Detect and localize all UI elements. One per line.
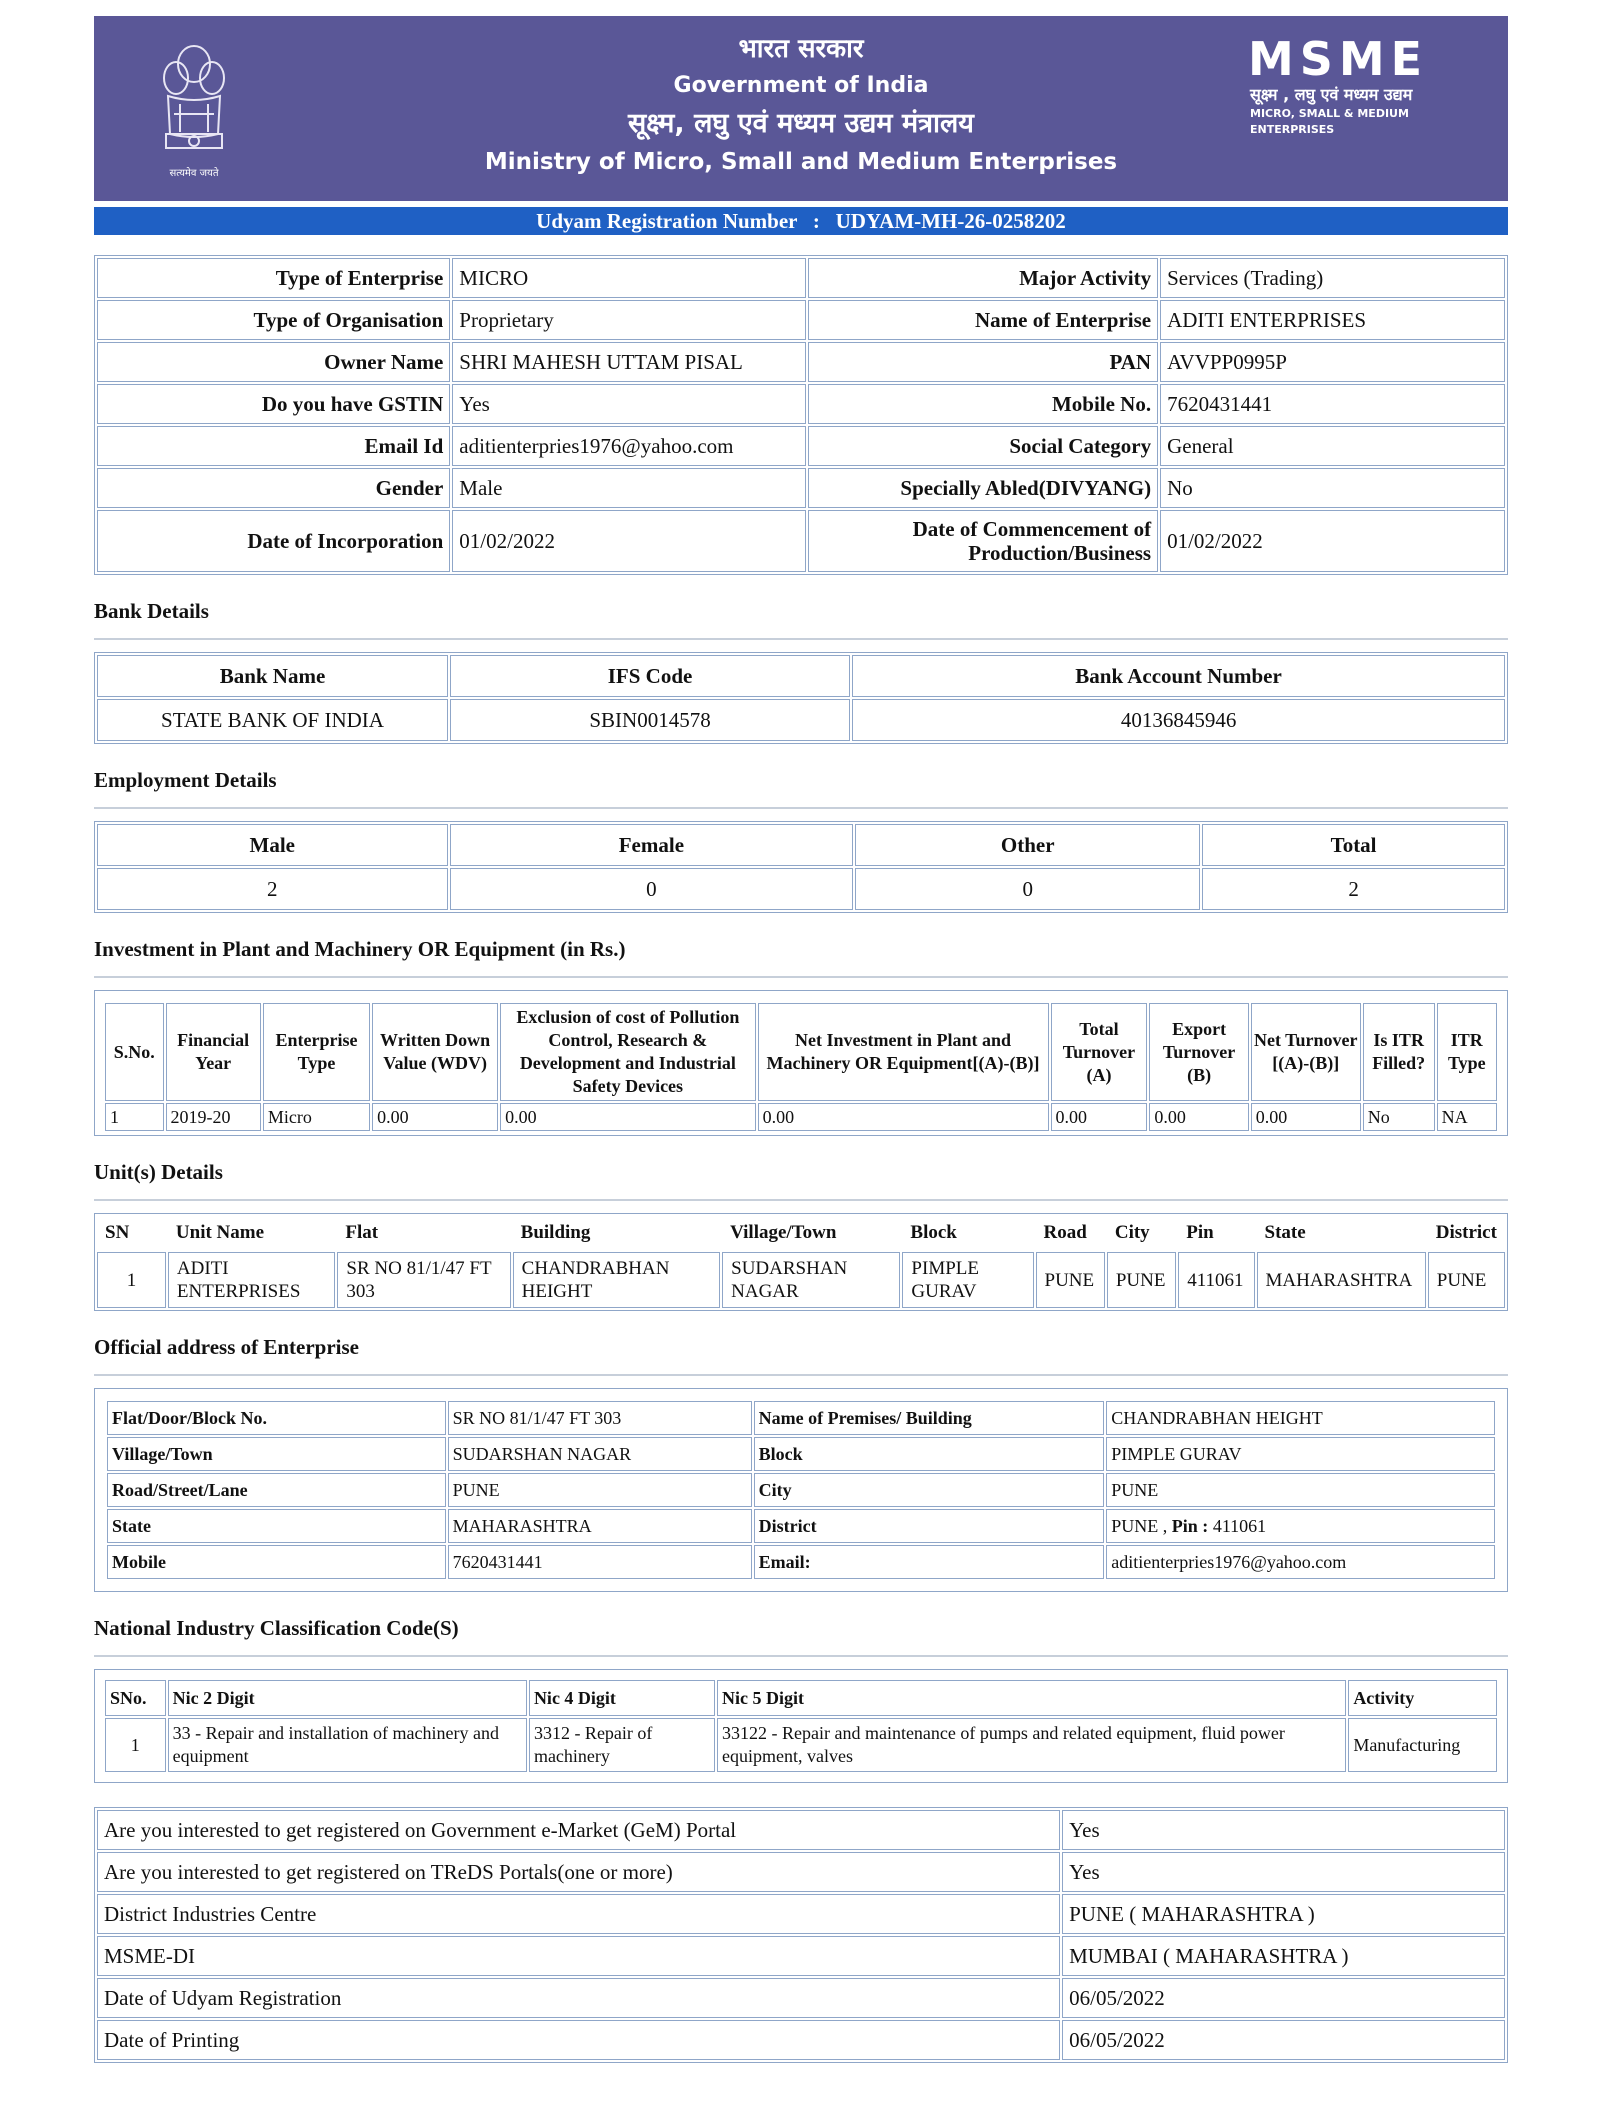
field-value: Yes <box>1062 1810 1505 1850</box>
field-label: State <box>107 1509 446 1543</box>
investment-title: Investment in Plant and Machinery OR Equipment (in Rs.) <box>94 937 1508 978</box>
certificate-page <box>94 16 1508 2063</box>
table-cell: Micro <box>263 1103 370 1131</box>
column-header: Financial Year <box>166 1003 261 1101</box>
registration-number: UDYAM-MH-26-0258202 <box>835 209 1066 233</box>
registration-label: Udyam Registration Number <box>536 209 798 233</box>
field-label: Date of Printing <box>97 2020 1060 2060</box>
column-header: Block <box>910 1222 957 1243</box>
field-value: PUNE <box>448 1473 752 1507</box>
column-header: Road <box>1043 1222 1087 1243</box>
official-address-title: Official address of Enterprise <box>94 1335 1508 1376</box>
field-value: SR NO 81/1/47 FT 303 <box>448 1401 752 1435</box>
column-header: Is ITR Filled? <box>1363 1003 1435 1101</box>
nic-title: National Industry Classification Code(S) <box>94 1616 1508 1657</box>
field-value: aditienterpries1976@yahoo.com <box>1106 1545 1495 1579</box>
column-header: SNo. <box>105 1680 166 1716</box>
column-header: Nic 4 Digit <box>529 1680 715 1716</box>
table-cell: SBIN0014578 <box>450 699 850 741</box>
field-label-line: Production/Business <box>968 541 1152 565</box>
table-cell: PUNE <box>1428 1252 1505 1308</box>
field-value: No <box>1160 468 1505 508</box>
field-value: Yes <box>1062 1852 1505 1892</box>
table-cell: 33 - Repair and installation of machinery and equipment <box>168 1718 527 1772</box>
table-row <box>97 2020 1505 2060</box>
table-row <box>97 1852 1505 1892</box>
column-header: Nic 5 Digit <box>717 1680 1346 1716</box>
table-cell: ADITI ENTERPRISES <box>168 1252 336 1308</box>
field-value: PUNE ( MAHARASHTRA ) <box>1062 1894 1505 1934</box>
table-row <box>97 300 1505 340</box>
field-label: Email Id <box>97 426 450 466</box>
table-row <box>97 384 1505 424</box>
table-cell: 0.00 <box>372 1103 498 1131</box>
field-label: Type of Organisation <box>97 300 450 340</box>
field-value: Services (Trading) <box>1160 258 1505 298</box>
field-value: 01/02/2022 <box>452 510 805 572</box>
field-value: 06/05/2022 <box>1062 1978 1505 2018</box>
table-row <box>97 468 1505 508</box>
msme-hindi-tagline: सूक्ष्म , लघु एवं मध्यम उद्यम <box>1250 85 1413 104</box>
field-value: 7620431441 <box>448 1545 752 1579</box>
table-cell: PUNE <box>1107 1252 1176 1308</box>
table-cell: 0.00 <box>1149 1103 1248 1131</box>
table-row <box>105 1718 1497 1772</box>
bank-details-title: Bank Details <box>94 599 1508 640</box>
official-address-table <box>94 1388 1508 1592</box>
table-row <box>97 868 1505 910</box>
table-row <box>107 1473 1495 1507</box>
field-value: AVVPP0995P <box>1160 342 1505 382</box>
header-banner <box>94 16 1508 201</box>
table-header-row <box>105 1003 1497 1101</box>
msme-english-tagline: MICRO, SMALL & MEDIUM ENTERPRISES <box>1250 107 1409 136</box>
table-row <box>97 699 1505 741</box>
table-row <box>97 1978 1505 2018</box>
table-cell: NA <box>1437 1103 1497 1131</box>
emblem-motto: सत्यमेव जयते <box>169 168 219 179</box>
field-value: General <box>1160 426 1505 466</box>
column-header: Building <box>520 1222 591 1243</box>
table-row <box>97 1252 1505 1308</box>
field-label: District Industries Centre <box>97 1894 1060 1934</box>
table-cell: No <box>1363 1103 1435 1131</box>
hindi-government-title: भारत सरकार <box>738 34 864 64</box>
column-header: SN <box>105 1222 130 1243</box>
field-label: Are you interested to get registered on Government e-Market (GeM) Portal <box>97 1810 1060 1850</box>
table-row <box>97 342 1505 382</box>
column-header: District <box>1435 1222 1497 1243</box>
table-cell: 1 <box>105 1718 166 1772</box>
field-value: Male <box>452 468 805 508</box>
field-value: Proprietary <box>452 300 805 340</box>
field-label: Block <box>754 1437 1105 1471</box>
column-header: Unit Name <box>175 1222 265 1243</box>
table-cell: 1 <box>97 1252 166 1308</box>
district-value: PUNE , <box>1111 1515 1168 1536</box>
table-cell: 0.00 <box>500 1103 755 1131</box>
field-label: MSME-DI <box>97 1936 1060 1976</box>
column-header: ITR Type <box>1437 1003 1497 1101</box>
enterprise-details-table <box>94 255 1508 575</box>
field-label-line: Date of Commencement of <box>912 517 1152 541</box>
table-cell: Manufacturing <box>1348 1718 1497 1772</box>
table-cell: SR NO 81/1/47 FT 303 <box>337 1252 510 1308</box>
field-label: Specially Abled(DIVYANG) <box>808 468 1159 508</box>
field-label: PAN <box>808 342 1159 382</box>
field-value: SHRI MAHESH UTTAM PISAL <box>452 342 805 382</box>
bank-details-table <box>94 652 1508 744</box>
english-government-title: Government of India <box>673 73 929 98</box>
field-value: Yes <box>452 384 805 424</box>
column-header: Net Investment in Plant and Machinery OR Equipment[(A)-(B)] <box>758 1003 1049 1101</box>
table-cell: 0.00 <box>758 1103 1049 1131</box>
column-header: Net Turnover [(A)-(B)] <box>1251 1003 1361 1101</box>
table-cell: 0.00 <box>1051 1103 1148 1131</box>
column-header: Activity <box>1348 1680 1497 1716</box>
field-value: MUMBAI ( MAHARASHTRA ) <box>1062 1936 1505 1976</box>
table-header-row <box>97 824 1505 866</box>
field-label: Name of Enterprise <box>808 300 1159 340</box>
table-cell: 2019-20 <box>166 1103 261 1131</box>
table-row <box>107 1437 1495 1471</box>
table-cell: 40136845946 <box>852 699 1505 741</box>
field-label: Type of Enterprise <box>97 258 450 298</box>
table-cell: 3312 - Repair of machinery <box>529 1718 715 1772</box>
column-header: IFS Code <box>450 655 850 697</box>
field-value: PUNE <box>1106 1473 1495 1507</box>
column-header: City <box>1114 1222 1150 1243</box>
field-label: Date of Udyam Registration <box>97 1978 1060 2018</box>
nic-table <box>94 1669 1508 1783</box>
table-row <box>97 1936 1505 1976</box>
employment-details-table <box>94 821 1508 913</box>
table-cell: STATE BANK OF INDIA <box>97 699 448 741</box>
table-cell: CHANDRABHAN HEIGHT <box>513 1252 720 1308</box>
column-header: Bank Name <box>97 655 448 697</box>
registration-number-bar <box>94 207 1508 235</box>
field-value: ADITI ENTERPRISES <box>1160 300 1505 340</box>
unit-details-title: Unit(s) Details <box>94 1160 1508 1201</box>
column-header: Total Turnover (A) <box>1051 1003 1148 1101</box>
table-cell: 411061 <box>1178 1252 1254 1308</box>
table-row <box>105 1103 1497 1131</box>
column-header: Written Down Value (WDV) <box>372 1003 498 1101</box>
employment-details-title: Employment Details <box>94 768 1508 809</box>
table-cell: SUDARSHAN NAGAR <box>722 1252 900 1308</box>
table-header-row <box>97 655 1505 697</box>
table-header-row <box>97 1216 1505 1250</box>
field-label: City <box>754 1473 1105 1507</box>
table-row <box>107 1401 1495 1435</box>
table-cell: 1 <box>105 1103 164 1131</box>
field-label: Social Category <box>808 426 1159 466</box>
field-value: MAHARASHTRA <box>448 1509 752 1543</box>
table-row <box>107 1545 1495 1579</box>
field-label: Flat/Door/Block No. <box>107 1401 446 1435</box>
field-value: CHANDRABHAN HEIGHT <box>1106 1401 1495 1435</box>
table-cell: PIMPLE GURAV <box>902 1252 1033 1308</box>
field-label: Village/Town <box>107 1437 446 1471</box>
table-cell: 2 <box>1202 868 1505 910</box>
msme-logo-text: MSME <box>1248 32 1429 86</box>
column-header: Total <box>1202 824 1505 866</box>
column-header: S.No. <box>105 1003 164 1101</box>
field-label: Road/Street/Lane <box>107 1473 446 1507</box>
table-row <box>107 1509 1495 1543</box>
table-cell: PUNE <box>1036 1252 1105 1308</box>
column-header: Pin <box>1186 1222 1214 1243</box>
column-header: Village/Town <box>730 1222 837 1243</box>
table-cell: 0 <box>450 868 854 910</box>
field-label <box>808 510 1159 572</box>
investment-table <box>94 990 1508 1136</box>
table-cell: 0 <box>855 868 1200 910</box>
field-value: 01/02/2022 <box>1160 510 1505 572</box>
field-label: District <box>754 1509 1105 1543</box>
field-value: PIMPLE GURAV <box>1106 1437 1495 1471</box>
column-header: Male <box>97 824 448 866</box>
table-row <box>97 258 1505 298</box>
field-label: Do you have GSTIN <box>97 384 450 424</box>
field-label: Major Activity <box>808 258 1159 298</box>
field-label: Are you interested to get registered on TReDS Portals(one or more) <box>97 1852 1060 1892</box>
field-label: Owner Name <box>97 342 450 382</box>
english-ministry-title: Ministry of Micro, Small and Medium Enterprises <box>484 149 1118 175</box>
table-row <box>97 1810 1505 1850</box>
table-row <box>97 426 1505 466</box>
column-header: Nic 2 Digit <box>168 1680 527 1716</box>
column-header: Export Turnover (B) <box>1149 1003 1248 1101</box>
pin-value: 411061 <box>1212 1515 1267 1536</box>
column-header: Exclusion of cost of Pollution Control, Research & Development and Industrial Safety Devices <box>500 1003 755 1101</box>
field-label: Name of Premises/ Building <box>754 1401 1105 1435</box>
field-value: SUDARSHAN NAGAR <box>448 1437 752 1471</box>
field-value: MICRO <box>452 258 805 298</box>
field-value: 06/05/2022 <box>1062 2020 1505 2060</box>
table-header-row <box>105 1680 1497 1716</box>
table-cell: 33122 - Repair and maintenance of pumps and related equipment, fluid power equipment, valves <box>717 1718 1346 1772</box>
column-header: State <box>1264 1222 1306 1243</box>
table-cell: 0.00 <box>1251 1103 1361 1131</box>
column-header: Enterprise Type <box>263 1003 370 1101</box>
field-value: 7620431441 <box>1160 384 1505 424</box>
field-label: Mobile No. <box>808 384 1159 424</box>
column-header: Flat <box>345 1222 379 1243</box>
column-header: Female <box>450 824 854 866</box>
pin-label: Pin : <box>1171 1515 1209 1536</box>
unit-details-table <box>94 1213 1508 1311</box>
table-cell: MAHARASHTRA <box>1257 1252 1426 1308</box>
hindi-ministry-title: सूक्ष्म, लघु एवं मध्यम उद्यम मंत्रालय <box>628 108 974 139</box>
column-header: Other <box>855 824 1200 866</box>
column-header: Bank Account Number <box>852 655 1505 697</box>
registration-separator: : <box>812 209 820 233</box>
field-label: Date of Incorporation <box>97 510 450 572</box>
field-value <box>1106 1509 1495 1543</box>
registration-summary-table <box>94 1807 1508 2063</box>
table-row <box>97 1894 1505 1934</box>
field-value: aditienterpries1976@yahoo.com <box>452 426 805 466</box>
msme-logo <box>1248 34 1468 138</box>
field-label: Email: <box>754 1545 1105 1579</box>
table-cell: 2 <box>97 868 448 910</box>
table-row <box>97 510 1505 572</box>
field-label: Gender <box>97 468 450 508</box>
field-label: Mobile <box>107 1545 446 1579</box>
